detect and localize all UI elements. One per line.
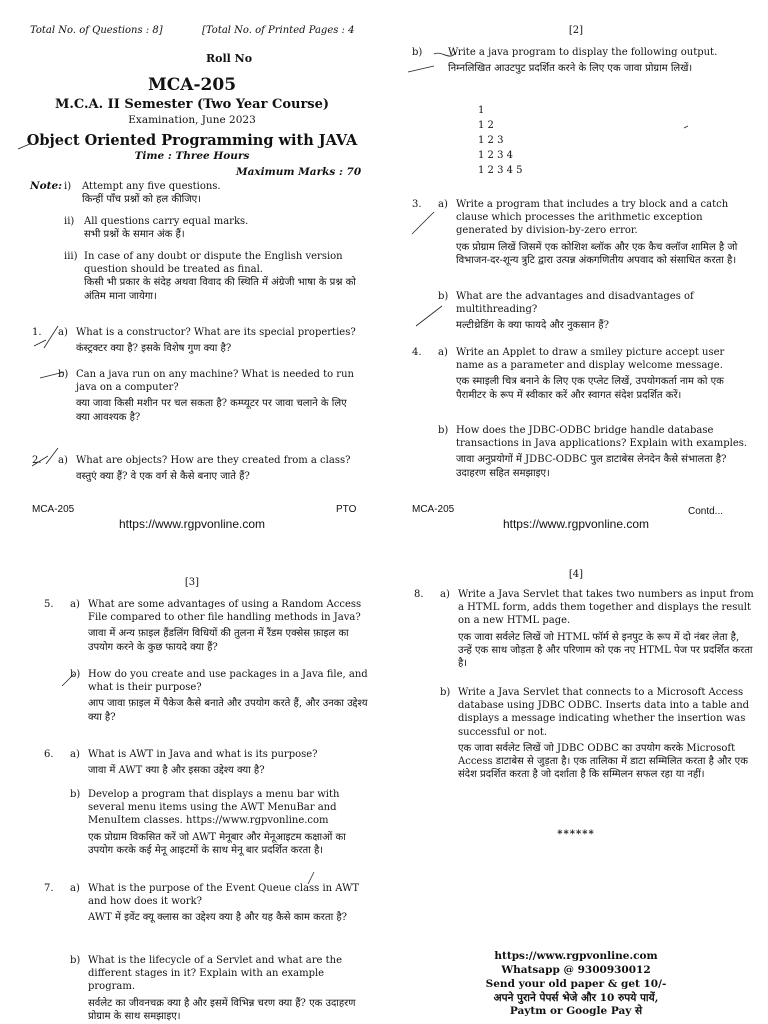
total-pages: [Total No. of Printed Pages : 4 [202, 25, 355, 36]
question-3a: 3. a) Write a program that includes a try block and a catch clause which processes the arithmetic exception generated by division-by-zero error. एक प्रोग्राम लिखें जिसमें एक कोशिश ब्लॉक और एक कैच क्लॉज शामिल है जो विभाजन-दर-शून्य त्रुटि द्वारा उत्पन्न अंकगणितीय अपवाद को संसाधित करता है। [412, 199, 738, 266]
pattern-line: 1 [478, 105, 485, 116]
note-item: ii) All questions carry equal marks. सभी प्रश्नों के समान अंक हैं। [64, 216, 249, 241]
question-8a: 8. a) Write a Java Servlet that takes two numbers as input from a HTML form, adds them together and displays the result on a new HTML page. एक जावा सर्वलेट लिखें जो HTML फॉर्म से इनपुट के रूप में दो नंबर लेता है, उन्हें एक साथ जोड़ता है और परिणाम को एक नए HTML पेज पर प्रदर्शित करता है। [414, 589, 754, 669]
pen-mark [40, 372, 64, 378]
pen-marks [14, 126, 384, 486]
promo-line: Send your old paper & get 10/- [485, 977, 667, 990]
question-1a: 1. a) What is a constructor? What are its special properties? कंस्ट्रक्टर क्या है? इसके विशेष गुण क्या है? [32, 327, 356, 355]
promo-line: अपने पुराने पेपर्स भेजे और 10 रुपये पायें, [493, 991, 659, 1004]
question-2b: b) Write a java program to display the following output. निम्नलिखित आउटपुट प्रदर्शित करने के लिए एक जावा प्रोग्राम लिखें। [412, 47, 718, 75]
question-3b: b) What are the advantages and disadvantages of multithreading? मल्टीथ्रेडिंग के क्या फायदे और नुकसान हैं? [438, 291, 694, 332]
pen-mark [412, 212, 434, 234]
note-item: i) Attempt any five questions. किन्हीं पाँच प्रश्नों को हल कीजिए। [64, 181, 221, 206]
promo-line: Whatsapp @ 9300930012 [501, 963, 651, 976]
note-item: iii) In case of any doubt or dispute the English version question should be treated as final. किसी भी प्रकार के संदेह अथवा विवाद की स्थिति में अंग्रेजी भाषा के प्रश्न को अंतिम माना जायेगा। [64, 251, 356, 302]
subject-title: Object Oriented Programming with JAVA [26, 132, 358, 149]
exam-time: Time : Three Hours [134, 150, 250, 162]
question-2a: 2. a) What are objects? How are they created from a class? वस्तुएं क्या हैं? वे एक वर्ग से कैसे बनाए जाते हैं? [32, 455, 351, 483]
promo-block [384, 950, 768, 1019]
page-number: [4] [568, 569, 584, 580]
question-7b: b) What is the lifecycle of a Servlet and what are the different stages in it? Explain with an example program. सर्वलेट का जीवनचक्र क्या है और इसमें विभिन्न चरण क्या हैं? एक उदाहरण प्रोग्राम के साथ समझाइए। [70, 955, 356, 1022]
promo-line: Paytm or Google Pay से [509, 1005, 643, 1018]
course-code: MCA-205 [147, 75, 237, 95]
footer-contd: Contd... [688, 506, 724, 517]
question-6b: b) Develop a program that displays a menu bar with several menu items using the AWT MenuBar and MenuItem classes. https://www.rgpvonline.com एक प्रोग्राम विकसित करें जो AWT मेनूबार और मेनूआइटम कक्षाओं का उपयोग करके कई मेनू आइटमों के साथ मेनू बार प्रदर्शित करता है। [70, 789, 346, 856]
question-7a: 7. a) What is the purpose of the Event Queue class in AWT and how does it work? AWT में इवेंट क्यू क्लास का उद्देश्य क्या है और यह कैसे काम करता है? [44, 883, 360, 924]
pattern-line: 1 2 3 4 [478, 150, 513, 161]
question-6a: 6. a) What is AWT in Java and what is its purpose? जावा में AWT क्या है और इसका उद्देश्य क्या है? [44, 749, 318, 777]
question-8b: b) Write a Java Servlet that connects to a Microsoft Access database using JDBC ODBC. Inserts data into a table and displays a message indicating whether the insertion was successful or not. एक जावा सर्वलेट लिखें जो JDBC ODBC का उपयोग करके Microsoft Access डाटाबेस से जुड़ता है। एक तालिका में डाटा सम्मिलित करता है और एक संदेश प्रदर्शित करता है जो दर्शाता है कि सम्मिलन सफल रहा या नहीं। [440, 687, 750, 781]
end-stars: ****** [557, 829, 595, 840]
pen-mark [434, 52, 456, 56]
question-4b: b) How does the JDBC-ODBC bridge handle database transactions in Java applications? Explain with examples. जावा अनुप्रयोगों में JDBC-ODBC पुल डाटाबेस लेनदेन कैसे संभालता है? उदाहरण सहित समझाइए। [438, 425, 748, 479]
page-number: [3] [184, 577, 200, 588]
question-1b: b) Can a java run on any machine? What is needed to run java on a computer? क्या जावा किसी मशीन पर चल सकता है? कम्प्यूटर पर जावा चलाने के लिए क्या आवश्यक है? [58, 369, 354, 423]
promo-line: https://www.rgpvonline.com [494, 950, 658, 962]
exam-page-4 [384, 560, 768, 1024]
pen-mark [18, 143, 32, 149]
pattern-line: 1 2 [478, 120, 494, 131]
pen-mark [32, 448, 58, 466]
max-marks: Maximum Marks : 70 [236, 166, 362, 178]
note-label: Note: [30, 180, 63, 192]
course-name: M.C.A. II Semester (Two Year Course) [54, 97, 330, 112]
footer-url: https://www.rgpvonline.com [118, 517, 266, 531]
exam-page-3 [0, 560, 384, 1024]
footer-code: MCA-205 [32, 504, 75, 515]
footer-pto: PTO [336, 504, 357, 515]
question-5a: 5. a) What are some advantages of using a Random Access File compared to other file handling methods in Java? जावा में अन्य फ़ाइल हैंडलिंग विधियों की तुलना में रैंडम एक्सेस फ़ाइल का उपयोग करने के कुछ फायदे क्या हैं? [44, 599, 362, 653]
pen-mark [416, 306, 442, 326]
pattern-line: 1 2 3 4 5 [478, 165, 523, 176]
pen-mark [408, 66, 434, 72]
pen-marks [394, 44, 694, 344]
footer-code: MCA-205 [412, 504, 455, 515]
pen-mark [62, 674, 74, 686]
question-4a: 4. a) Write an Applet to draw a smiley picture accept user name as a parameter and display welcome message. एक स्माइली चित्र बनाने के लिए एक एप्लेट लिखें, उपयोगकर्ता नाम को एक पैरामीटर के रूप में स्वीकार करें और स्वागत संदेश प्रदर्शित करें। [412, 347, 725, 401]
exam-session: Examination, June 2023 [128, 114, 256, 126]
pen-mark [684, 126, 688, 128]
page-number: [2] [568, 25, 584, 36]
pattern-line: 1 2 3 [478, 135, 504, 146]
pen-mark [34, 326, 58, 348]
question-5b: b) How do you create and use packages in a Java file, and what is their purpose? आप जावा फ़ाइल में पैकेज कैसे बनाते और उपयोग करते हैं, और उनका उद्देश्य क्या है? [70, 669, 368, 723]
exam-page-2 [384, 0, 768, 538]
pen-marks [50, 660, 350, 910]
total-questions: Total No. of Questions : 8] [30, 25, 163, 36]
footer-url: https://www.rgpvonline.com [502, 517, 650, 531]
roll-no-label: Roll No [206, 52, 253, 65]
exam-page-1 [0, 0, 384, 538]
pen-mark [308, 872, 314, 884]
